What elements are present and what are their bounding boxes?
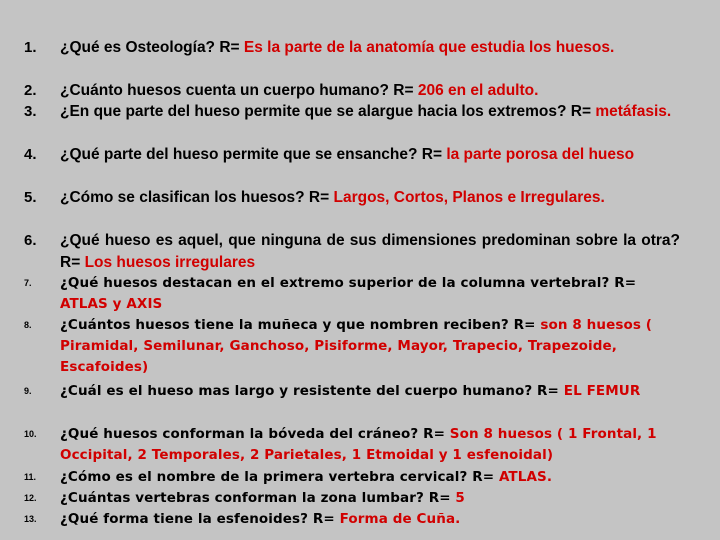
question-text: ¿Qué es Osteología? R= <box>60 39 244 56</box>
item-number: 9. <box>24 386 32 396</box>
item-number: 6. <box>24 232 37 249</box>
question-text: ¿Qué hueso es aquel, que ninguna de sus dimensiones predominan sobre la otra? R= <box>60 232 680 271</box>
answer-text: 5 <box>455 490 465 506</box>
item-text <box>60 509 680 530</box>
question-text: ¿Cuál es el hueso mas largo y resistente del cuerpo humano? R= <box>60 383 564 399</box>
item-number: 4. <box>24 146 37 163</box>
question-text: ¿Qué huesos conforman la bóveda del cráneo? R= <box>60 426 450 442</box>
answer-text: Son 8 huesos ( 1 Frontal, 1 Occipital, 2 Temporales, 2 Parietales, 1 Etmoidal y 1 esfenoidal) <box>60 426 657 463</box>
answer-text: Los huesos irregulares <box>84 253 256 271</box>
item-number: 3. <box>24 103 37 120</box>
question-text: ¿Cómo se clasifican los huesos? R= <box>60 189 334 206</box>
item-text <box>60 488 680 509</box>
question-text: ¿En que parte del hueso permite que se alargue hacia los extremos? R= <box>60 103 596 120</box>
answer-text: Forma de Cuña. <box>339 511 461 527</box>
item-number: 13. <box>24 514 37 524</box>
item-text <box>60 80 680 102</box>
item-number: 10. <box>24 429 37 439</box>
answer-text: EL FEMUR <box>563 383 641 399</box>
item-text <box>60 424 680 466</box>
answer-text: ATLAS. <box>498 469 553 485</box>
item-text <box>60 315 680 377</box>
question-text: ¿Cuántos huesos tiene la muñeca y que nombren reciben? R= <box>60 317 541 333</box>
question-text: ¿Cómo es el nombre de la primera vertebra cervical? R= <box>60 469 499 485</box>
item-number: 11. <box>24 472 37 482</box>
item-text <box>60 187 680 209</box>
item-text <box>60 101 680 123</box>
item-text <box>60 37 680 59</box>
item-number: 1. <box>24 39 37 56</box>
item-number: 5. <box>24 189 37 206</box>
answer-text: 206 en el adulto. <box>417 82 539 99</box>
question-text: ¿Cuánto huesos cuenta un cuerpo humano? R= <box>60 82 418 99</box>
item-number: 8. <box>24 320 32 330</box>
question-text: ¿Cuántas vertebras conforman la zona lumbar? R= <box>60 490 456 506</box>
question-text: ¿Qué forma tiene la esfenoides? R= <box>60 511 340 527</box>
answer-text: son 8 huesos ( Piramidal, Semilunar, Ganchoso, Pisiforme, Mayor, Trapecio, Trapezoide, Escafoides) <box>60 317 653 375</box>
item-number: 12. <box>24 493 37 503</box>
answer-text: ATLAS y AXIS <box>60 295 163 312</box>
answer-text: la parte porosa del hueso <box>446 146 635 163</box>
question-text: ¿Qué huesos destacan en el extremo superior de la columna vertebral? R= <box>60 275 637 291</box>
question-text: ¿Qué parte del hueso permite que se ensanche? R= <box>60 146 447 163</box>
answer-text: Es la parte de la anatomía que estudia los huesos. <box>243 39 615 56</box>
item-text <box>60 467 680 488</box>
item-text <box>60 230 680 273</box>
answer-text: Largos, Cortos, Planos e Irregulares. <box>333 189 605 206</box>
answer-text: metáfasis. <box>595 103 672 120</box>
item-text <box>60 381 680 402</box>
item-text <box>60 273 680 315</box>
item-number: 2. <box>24 82 37 99</box>
item-number: 7. <box>24 278 32 288</box>
item-text <box>60 144 680 166</box>
